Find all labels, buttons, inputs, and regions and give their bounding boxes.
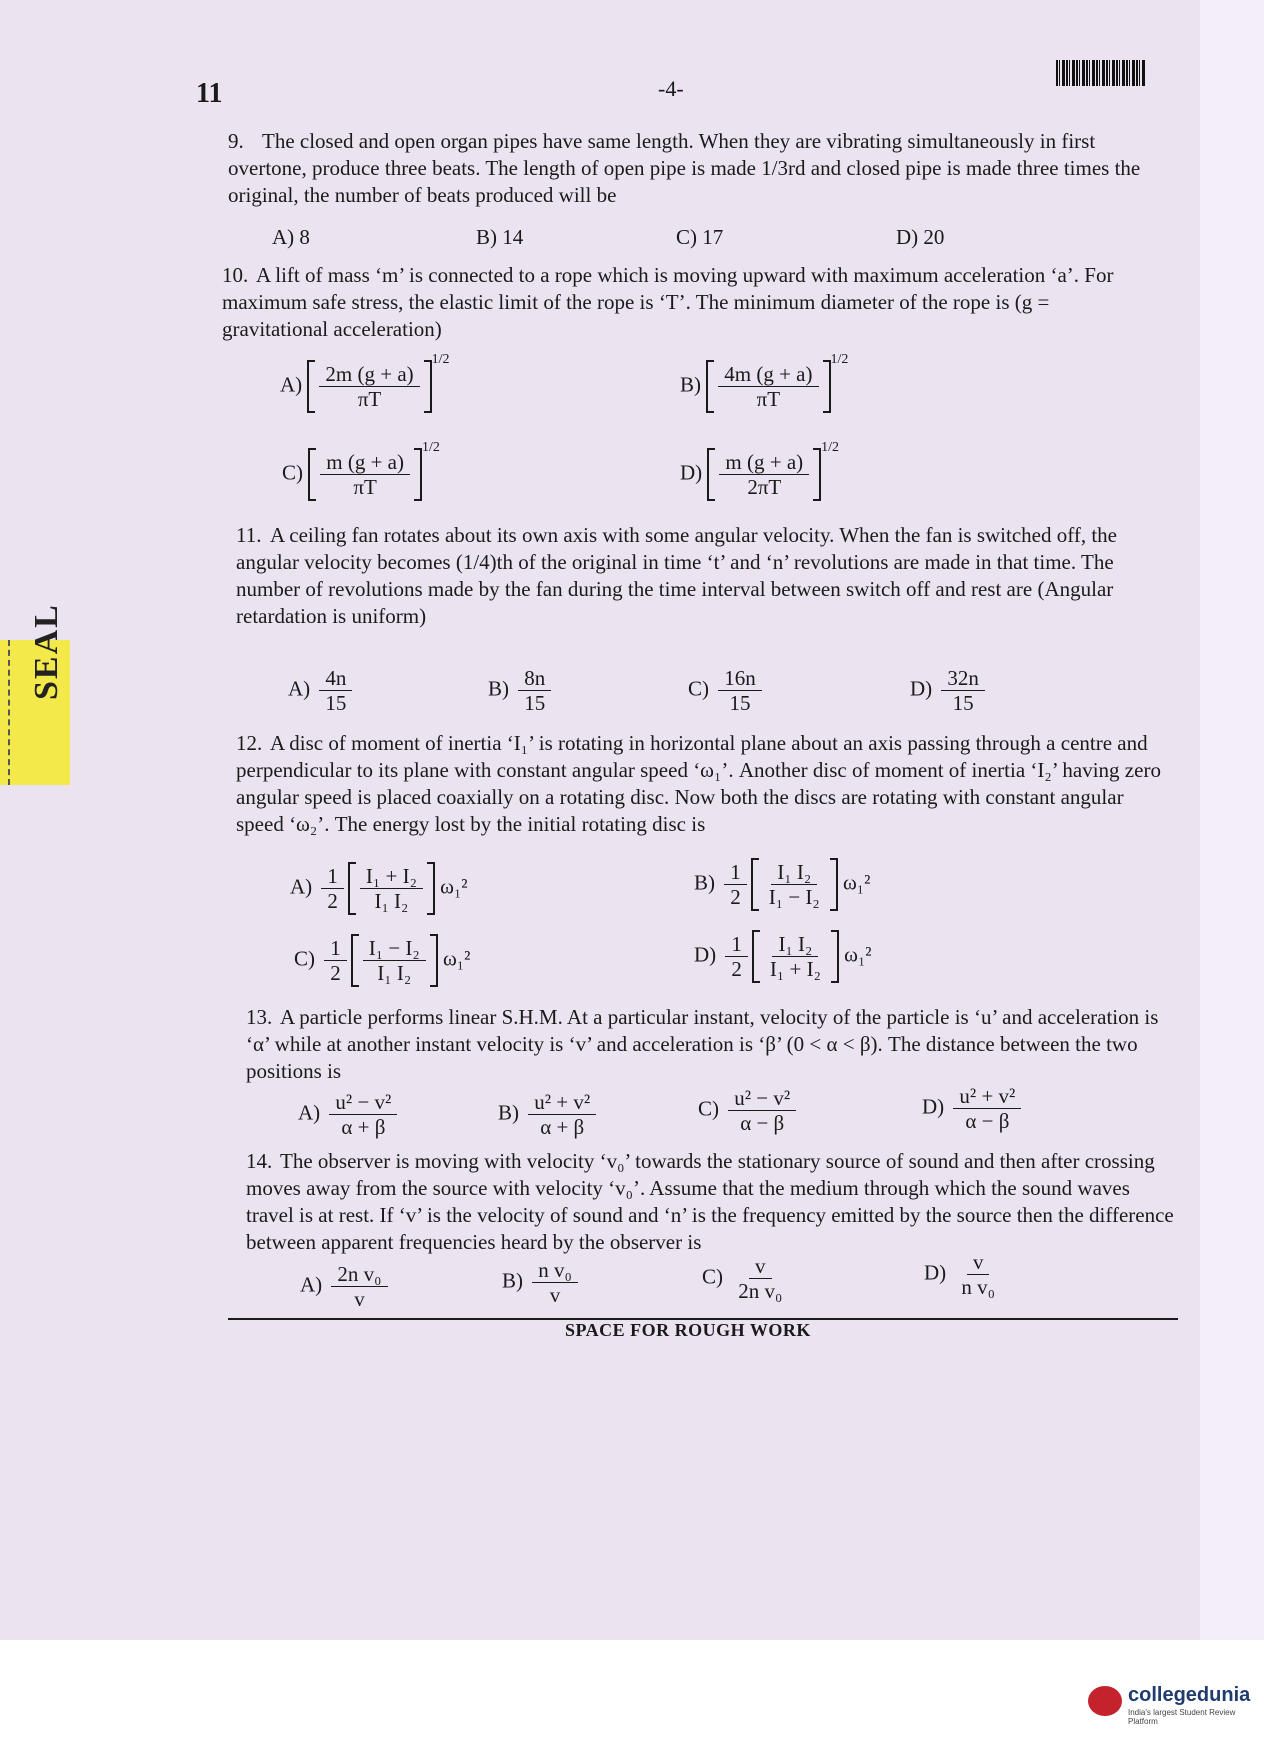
question-number: 14. [246, 1149, 273, 1173]
denominator: πT [353, 475, 377, 499]
denominator: 2 [327, 889, 338, 913]
question-number: 12. [236, 731, 263, 755]
numerator: 8n [518, 666, 551, 691]
bracket [752, 930, 839, 983]
numerator: I₁ + I₂ [360, 864, 423, 889]
denominator: 2 [730, 885, 741, 909]
numerator: 1 [324, 936, 347, 961]
fraction [732, 1254, 788, 1303]
question-text: A ceiling fan rotates about its own axis with some angular velocity. When the fan is switched off, the angular velocity becomes (1/4)th of the original in time ‘t’ and ‘n’ revolutions are made in that time. The number of revolutions made by the fan during the time interval between switch off and rest are (Angular retardation is uniform) [236, 523, 1117, 628]
option-a [298, 1090, 401, 1139]
option-a [300, 1262, 392, 1311]
option-label: A) [280, 372, 303, 397]
option-b [694, 858, 870, 911]
numerator: 2n v₀ [331, 1262, 387, 1287]
option-d [922, 1084, 1025, 1133]
denominator: πT [756, 387, 781, 411]
option-d [694, 930, 872, 983]
fraction [319, 362, 419, 411]
fraction [532, 1258, 578, 1307]
option-a [288, 666, 356, 715]
numerator: m (g + a) [719, 450, 809, 475]
option-d [910, 666, 989, 715]
option-label: B) [680, 372, 701, 397]
numerator: 4m (g + a) [718, 362, 818, 387]
half-fraction [321, 864, 344, 913]
numerator: u² − v² [329, 1090, 397, 1115]
option-b [488, 666, 555, 715]
denominator: πT [357, 387, 382, 411]
numerator: I₁ I₂ [772, 932, 818, 957]
mascot-icon [1088, 1686, 1122, 1716]
booklet-number: 11 [196, 78, 223, 109]
option-c [294, 934, 470, 987]
numerator: v [749, 1254, 772, 1279]
fraction [764, 932, 827, 981]
numerator: 4n [319, 666, 352, 691]
numerator: u² + v² [528, 1090, 596, 1115]
fraction [763, 860, 826, 909]
numerator: 1 [724, 860, 747, 885]
denominator: 2πT [747, 475, 782, 499]
question-number: 9. [228, 129, 244, 153]
exponent: 1/2 [422, 440, 440, 455]
option-label: A) [298, 1100, 321, 1125]
option-label: A) [300, 1272, 323, 1297]
question-number: 13. [246, 1005, 273, 1029]
option-label: C) [294, 946, 315, 971]
numerator: u² + v² [953, 1084, 1021, 1109]
numerator: u² − v² [728, 1086, 796, 1111]
question-12 [236, 730, 1166, 838]
numerator: 2m (g + a) [319, 362, 419, 387]
omega-term: ω₁² [442, 946, 471, 971]
question-number: 10. [222, 263, 249, 287]
page-number: -4- [658, 76, 684, 101]
bracket [308, 448, 422, 501]
denominator: 2 [330, 961, 341, 985]
brand-tagline: India's largest Student Review Platform [1128, 1708, 1236, 1726]
numerator: v [967, 1250, 990, 1275]
exponent: 1/2 [431, 352, 450, 367]
option-label: D) [910, 676, 933, 701]
question-14 [246, 1148, 1176, 1256]
fraction [329, 1090, 397, 1139]
option-label: D) [922, 1094, 945, 1119]
bracket [307, 360, 431, 413]
denominator: n v₀ [961, 1275, 995, 1299]
fraction [955, 1250, 1001, 1299]
fraction [528, 1090, 596, 1139]
seal-label: SEAL [28, 603, 65, 700]
seal-tab [0, 603, 70, 785]
fraction [941, 666, 985, 715]
question-text: A particle performs linear S.H.M. At a particular instant, velocity of the particle is ‘u’ and acceleration is ‘α’ while at another instant velocity is ‘v’ and acceleration is ‘β’ (0 < α < β). The distance between the two positions is [246, 1005, 1159, 1083]
brand-logo[interactable] [1088, 1682, 1251, 1726]
fraction [319, 666, 352, 715]
bracket [706, 360, 830, 413]
option-a: A) 8 [272, 225, 310, 249]
exponent: 1/2 [830, 352, 849, 367]
question-9 [228, 128, 1148, 209]
fraction [719, 450, 809, 499]
option-d: D) 20 [896, 225, 945, 249]
denominator: v [549, 1283, 561, 1307]
denominator: 15 [729, 691, 751, 715]
numerator: I₁ I₂ [771, 860, 817, 885]
bracket [751, 858, 838, 911]
option-label: C) [688, 676, 709, 701]
denominator: α + β [540, 1115, 585, 1139]
bracket [351, 934, 438, 987]
option-label: B) [498, 1100, 519, 1125]
numerator: 1 [725, 932, 748, 957]
option-b [502, 1258, 582, 1307]
denominator: 15 [325, 691, 347, 715]
question-number: 11. [236, 523, 262, 547]
half-fraction [725, 932, 748, 981]
omega-term: ω₁² [842, 870, 871, 895]
fraction [718, 362, 818, 411]
numerator: n v₀ [532, 1258, 578, 1283]
page-edge [1200, 0, 1264, 1640]
numerator: 16n [718, 666, 762, 691]
option-d [924, 1250, 1005, 1299]
denominator: 15 [524, 691, 546, 715]
omega-term: ω₁² [844, 942, 872, 967]
omega-term: ω₁² [440, 874, 468, 899]
fraction [953, 1084, 1021, 1133]
numerator: 32n [941, 666, 985, 691]
option-c [282, 440, 440, 501]
question-10 [222, 262, 1152, 343]
bracket [348, 862, 435, 915]
option-c [688, 666, 766, 715]
question-text: The closed and open organ pipes have same length. When they are vibrating simultaneously in first overtone, produce three beats. The length of open pipe is made 1/3rd and closed pipe is made three times the original, the number of beats produced will be [228, 129, 1141, 207]
option-b [680, 352, 849, 413]
question-text: A disc of moment of inertia ‘I₁’ is rotating in horizontal plane about an axis passing through a centre and perpendicular to its plane with constant angular speed ‘ω₁’. Another disc of moment of inertia ‘I₂’ having zero angular speed is placed coaxially on a rotating disc. Now both the discs are rotating with constant angular speed ‘ω₂’. The energy lost by the initial rotating disc is [236, 731, 1161, 836]
option-c [702, 1254, 792, 1303]
option-label: A) [290, 874, 313, 899]
option-label: C) [282, 460, 303, 485]
option-label: B) [488, 676, 509, 701]
rough-work-label: SPACE FOR ROUGH WORK [565, 1320, 811, 1340]
question-text: The observer is moving with velocity ‘v₀’ towards the stationary source of sound and then after crossing moves away from the source with velocity ‘v₀’. Assume that the medium through which the sound waves travel is at rest. If ‘v’ is the velocity of sound and ‘n’ is the frequency emitted by the source then the difference between apparent frequencies heard by the observer is [246, 1149, 1174, 1254]
fraction [718, 666, 762, 715]
option-label: C) [702, 1264, 723, 1289]
option-label: B) [502, 1268, 523, 1293]
option-label: C) [698, 1096, 719, 1121]
denominator: α − β [965, 1109, 1010, 1133]
denominator: I₁ I₂ [377, 961, 412, 985]
cut-line [8, 640, 12, 785]
option-label: A) [288, 676, 311, 701]
bracket [707, 448, 821, 501]
question-13 [246, 1004, 1176, 1085]
option-b: B) 14 [476, 225, 524, 249]
denominator: I₁ + I₂ [769, 957, 821, 981]
denominator: I₁ − I₂ [768, 885, 820, 909]
denominator: 15 [952, 691, 974, 715]
fraction [363, 936, 426, 985]
fraction [331, 1262, 387, 1311]
half-fraction [724, 860, 747, 909]
fraction [320, 450, 410, 499]
option-c: C) 17 [676, 225, 724, 249]
option-label: B) [694, 870, 715, 895]
denominator: I₁ I₂ [374, 889, 409, 913]
option-label: D) [694, 942, 717, 967]
option-label: D) [924, 1260, 947, 1285]
option-label: D) [680, 460, 703, 485]
fraction [728, 1086, 796, 1135]
option-a [290, 862, 468, 915]
denominator: 2n v₀ [738, 1279, 783, 1303]
question-text: A lift of mass ‘m’ is connected to a rope which is moving upward with maximum acceleration ‘a’. For maximum safe stress, the elastic limit of the rope is ‘T’. The minimum diameter of the rope is (g = gravitational acceleration) [222, 263, 1114, 341]
barcode [1056, 60, 1146, 86]
numerator: 1 [321, 864, 344, 889]
question-11 [236, 522, 1160, 630]
option-d [680, 440, 840, 501]
denominator: 2 [731, 957, 742, 981]
half-fraction [324, 936, 347, 985]
option-b [498, 1090, 600, 1139]
option-a [280, 352, 450, 413]
fraction [518, 666, 551, 715]
option-c [698, 1086, 800, 1135]
exponent: 1/2 [821, 440, 840, 455]
denominator: α + β [341, 1115, 386, 1139]
numerator: I₁ − I₂ [363, 936, 426, 961]
denominator: α − β [740, 1111, 785, 1135]
fraction [360, 864, 423, 913]
brand-name: collegedunia [1128, 1684, 1251, 1706]
numerator: m (g + a) [320, 450, 410, 475]
denominator: v [354, 1287, 365, 1311]
